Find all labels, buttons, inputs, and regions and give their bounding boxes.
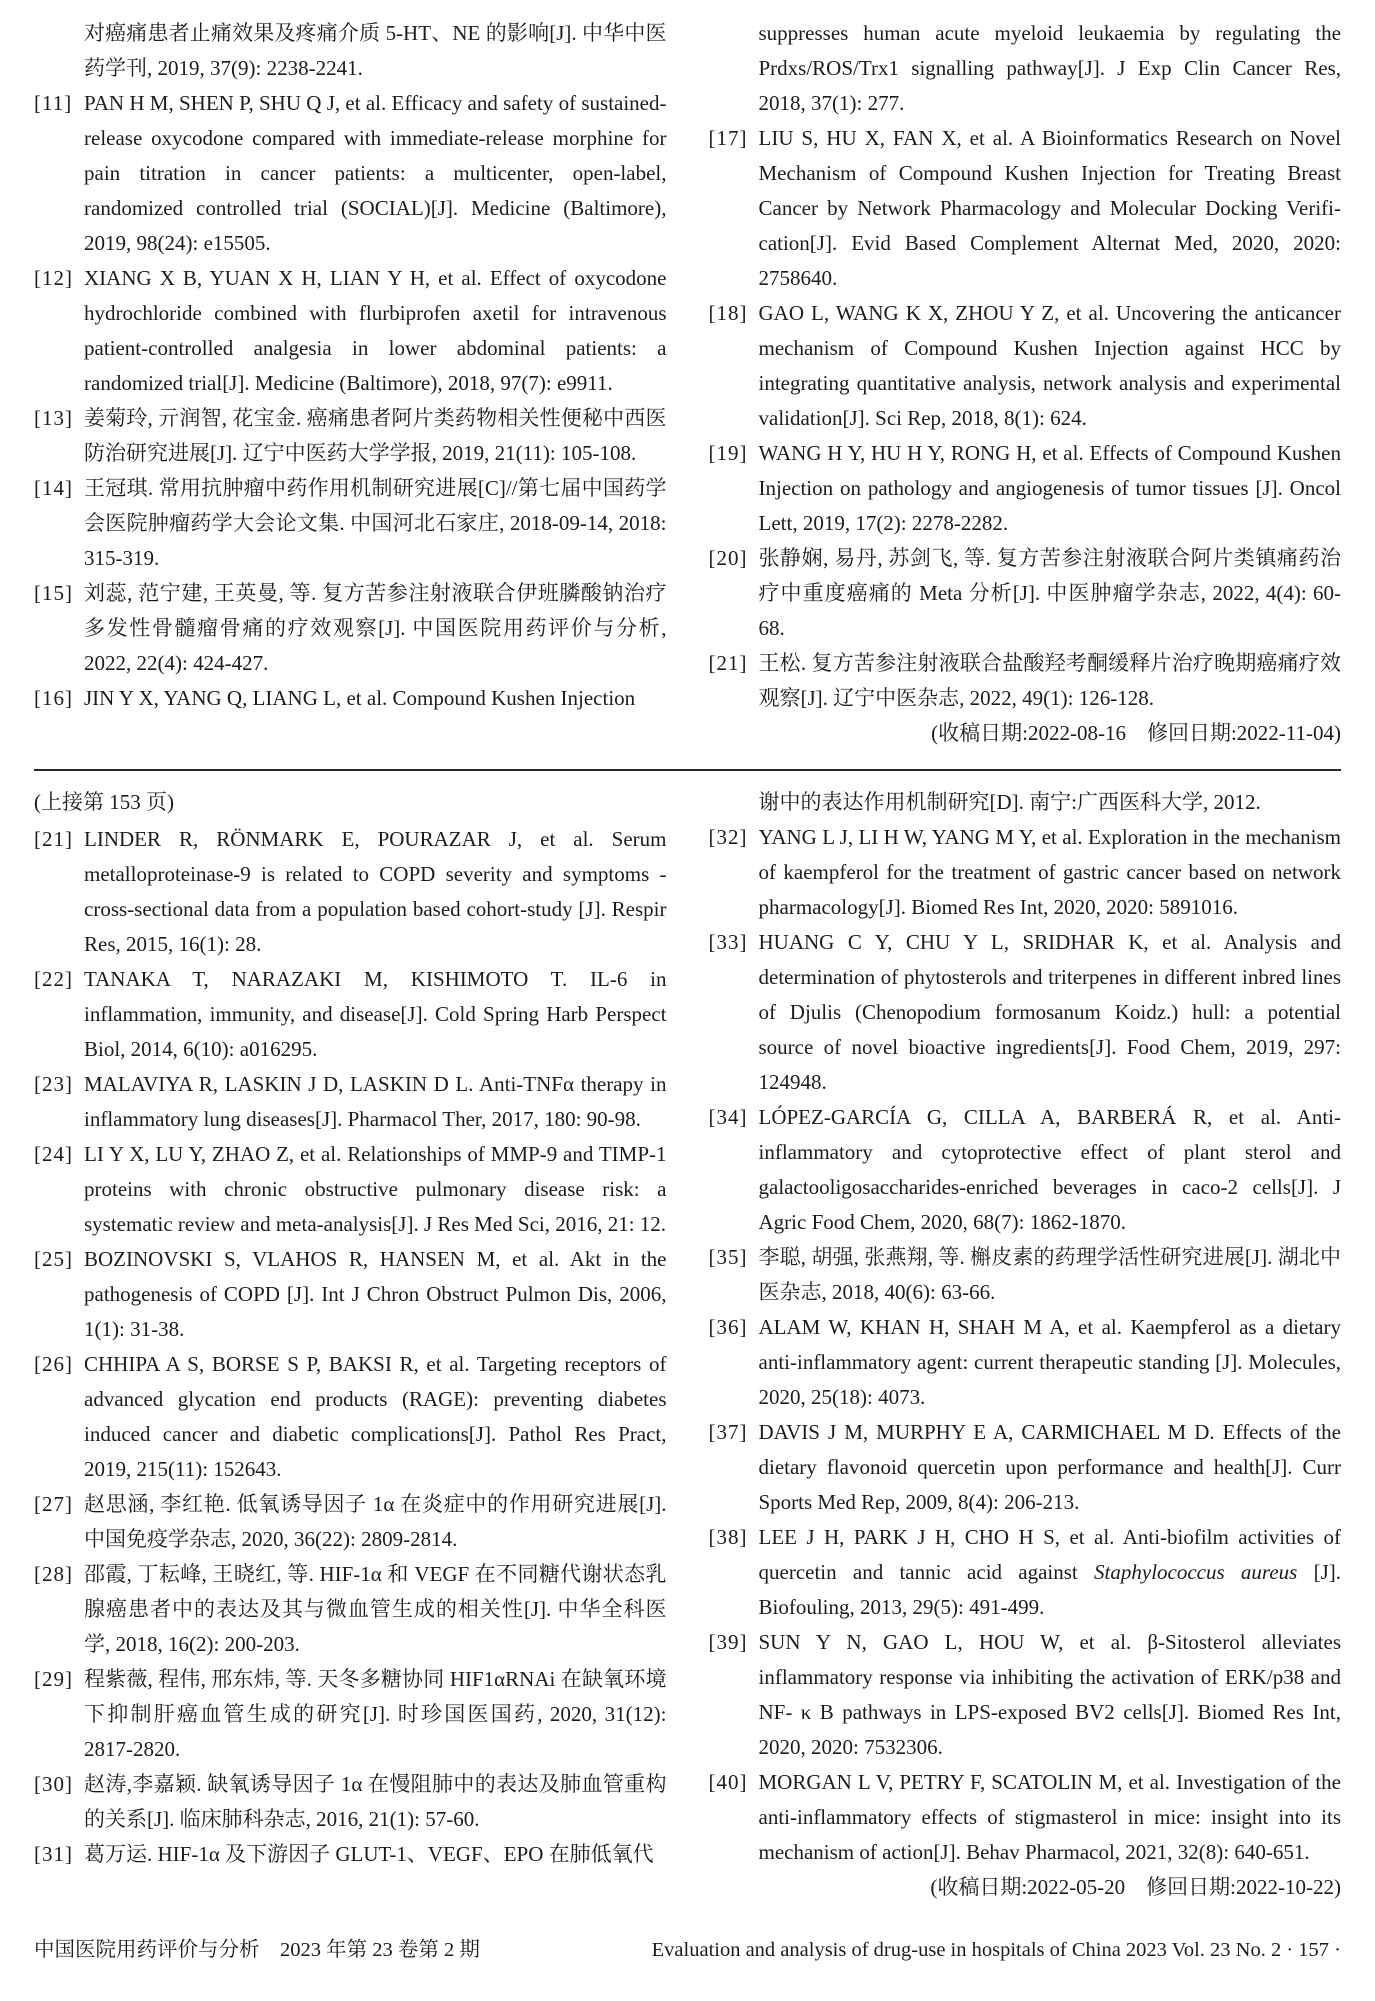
reference-text: 邵霞, 丁耘峰, 王晓红, 等. HIF-1α 和 VEGF 在不同糖代谢状态乳腺癌患者中的表达及其与微血管生成的相关性[J]. 中华全科医学, 2018, 16(2): 200-203. [84,1562,667,1656]
reference-item [709,820,1342,925]
reference-continuation [709,785,1342,820]
reference-item [34,1767,667,1837]
continuation-note: (上接第 153 页) [34,790,174,814]
reference-item [34,822,667,962]
references-section-bottom [34,785,1341,1905]
reference-text: 对癌痛患者止痛效果及疼痛介质 5-HT、NE 的影响[J]. 中华中医药学刊, 2019, 37(9): 2238-2241. [84,21,667,80]
reference-number: [26] [34,1352,73,1376]
reference-text: BOZINOVSKI S, VLAHOS R, HANSEN M, et al. Akt in the pathogenesis of COPD [J]. Int J Chron Obstruct Pulmon Dis, 2006, 1(1): 31-38. [84,1247,667,1341]
reference-text: YANG L J, LI H W, YANG M Y, et al. Exploration in the mechanism of kaempferol for the treatment of gastric cancer based on network pharmacology[J]. Biomed Res Int, 2020, 2020: 5891016. [758,825,1341,919]
reference-item [709,1765,1342,1870]
reference-item [709,1310,1342,1415]
reference-text: CHHIPA A S, BORSE S P, BAKSI R, et al. Targeting receptors of advanced glycation end products (RAGE): preventing diabetes induced cancer and diabetic complications[J]. Pathol Res Pract, 2019, 215(11): 152643. [84,1352,667,1481]
reference-number: [19] [708,441,748,465]
reference-number: [32] [708,825,748,849]
reference-text: LIU S, HU X, FAN X, et al. A Bioinformatics Research on Novel Mechanism of Compound Kushen Injection for Treating Breast Cancer by Network Pharmacology and Molecular Docking Verifi-cation[J]. Evid Based Complement Alternat Med, 2020, 2020: 2758640. [758,126,1341,290]
reference-text: suppresses human acute myeloid leukaemia by regulating the Prdxs/ROS/Trx1 signalling pathway[J]. J Exp Clin Cancer Res, 2018, 37(1): 277. [758,21,1341,115]
reference-item [34,86,667,261]
reference-item [709,925,1342,1100]
reference-text: 程紫薇, 程伟, 邢东炜, 等. 天冬多糖协同 HIF1αRNAi 在缺氧环境下抑制肝癌血管生成的研究[J]. 时珍国医国药, 2020, 31(12): 2817-2820. [84,1667,667,1761]
reference-text: ALAM W, KHAN H, SHAH M A, et al. Kaempferol as a dietary anti-inflammatory agent: current therapeutic standing [J]. Molecules, 2020, 25(18): 4073. [758,1315,1341,1409]
reference-number: [24] [34,1142,73,1166]
reference-item [34,962,667,1067]
reference-text: MALAVIYA R, LASKIN J D, LASKIN D L. Anti-TNFα therapy in inflammatory lung diseases[J]. Pharmacol Ther, 2017, 180: 90-98. [84,1072,667,1131]
reference-text: 谢中的表达作用机制研究[D]. 南宁:广西医科大学, 2012. [758,790,1261,814]
reference-text: 李聪, 胡强, 张燕翔, 等. 槲皮素的药理学活性研究进展[J]. 湖北中医杂志, 2018, 40(6): 63-66. [758,1245,1341,1304]
reference-number: [37] [708,1420,748,1444]
reference-number: [23] [34,1072,73,1096]
column-bottom-right [709,785,1342,1905]
page-footer [34,1905,1341,1965]
reference-number: [20] [708,546,748,570]
reference-item [709,1625,1342,1765]
section-divider [34,769,1341,771]
reference-number: [25] [34,1247,73,1271]
reference-item [34,1242,667,1347]
reference-text: LÓPEZ-GARCÍA G, CILLA A, BARBERÁ R, et al. Anti-inflammatory and cytoprotective effect of plant sterol and galactooligosaccharides-enriched beverages in caco-2 cells[J]. J Agric Food Chem, 2020, 68(7): 1862-1870. [758,1105,1341,1234]
reference-number: [34] [708,1105,748,1129]
journal-title-footer: 中国医院用药评价与分析 2023 年第 23 卷第 2 期 [34,1939,480,1961]
reference-number: [18] [708,301,748,325]
column-bottom-left [34,785,667,1905]
reference-text: GAO L, WANG K X, ZHOU Y Z, et al. Uncovering the anticancer mechanism of Compound Kushen Injection against HCC by integrating quantitative analysis, network analysis and experimental validation[J]. Sci Rep, 2018, 8(1): 624. [758,301,1341,430]
reference-item [34,1662,667,1767]
reference-item [34,1837,667,1872]
reference-text: MORGAN L V, PETRY F, SCATOLIN M, et al. Investigation of the anti-inflammatory effects of stigmasterol in mice: insight into its mechanism of action[J]. Behav Pharmacol, 2021, 32(8): 640-651. [758,1770,1341,1864]
column-top-right [709,16,1342,751]
reference-text: JIN Y X, YANG Q, LIANG L, et al. Compound Kushen Injection [84,686,636,710]
reference-item [709,1520,1342,1625]
reference-number: [31] [34,1842,73,1866]
reference-item [34,261,667,401]
reference-list-top-right [709,16,1342,751]
reference-number: [27] [34,1492,73,1516]
reference-number: [28] [34,1562,73,1586]
reference-number: [38] [708,1525,748,1549]
reference-list-top-left [34,16,667,716]
column-top-left [34,16,667,751]
reference-text: (收稿日期:2022-08-16 修回日期:2022-11-04) [931,721,1341,745]
reference-item [34,681,667,716]
reference-text: LINDER R, RÖNMARK E, POURAZAR J, et al. Serum metalloproteinase-9 is related to COPD severity and symptoms - cross-sectional data from a population based cohort-study [J]. Respir Res, 2015, 16(1): 28. [84,827,667,956]
reference-number: [33] [708,930,748,954]
received-dates-line [709,1870,1342,1905]
reference-text: WANG H Y, HU H Y, RONG H, et al. Effects of Compound Kushen Injection on pathology and angiogenesis of tumor tissues [J]. Oncol Lett, 2019, 17(2): 2278-2282. [758,441,1341,535]
reference-text: PAN H M, SHEN P, SHU Q J, et al. Efficacy and safety of sustained-release oxycodone compared with immediate-release morphine for pain titration in cancer patients: a multicenter, open-label, randomized controlled trial (SOCIAL)[J]. Medicine (Baltimore), 2019, 98(24): e15505. [84,91,667,255]
reference-number: [39] [708,1630,748,1654]
reference-number: [40] [708,1770,748,1794]
journal-footer-english: Evaluation and analysis of drug-use in hospitals of China 2023 Vol. 23 No. 2 · 157 · [651,1939,1341,1961]
reference-text: 刘蕊, 范宁建, 王英曼, 等. 复方苦参注射液联合伊班膦酸钠治疗多发性骨髓瘤骨痛的疗效观察[J]. 中国医院用药评价与分析, 2022, 22(4): 424-427. [84,581,667,675]
reference-item [709,436,1342,541]
reference-number: [22] [34,967,73,991]
reference-number: [21] [708,651,748,675]
references-section-top [34,16,1341,751]
reference-text: HUANG C Y, CHU Y L, SRIDHAR K, et al. Analysis and determination of phytosterols and triterpenes in different inbred lines of Djulis (Chenopodium formosanum Koidz.) hull: a potential source of novel bioactive ingredients[J]. Food Chem, 2019, 297: 124948. [758,930,1341,1094]
reference-item [709,541,1342,646]
reference-list-bottom-right [709,785,1342,1905]
reference-list-bottom-left [34,822,667,1872]
reference-item [709,296,1342,436]
reference-item [34,471,667,576]
reference-text: XIANG X B, YUAN X H, LIAN Y H, et al. Effect of oxycodone hydrochloride combined with flurbiprofen axetil for intravenous patient-controlled analgesia in lower abdominal patients: a randomized trial[J]. Medicine (Baltimore), 2018, 97(7): e9911. [84,266,667,395]
reference-continuation [34,16,667,86]
reference-item [34,1067,667,1137]
reference-item [34,576,667,681]
reference-text: 姜菊玲, 亓润智, 花宝金. 癌痛患者阿片类药物相关性便秘中西医防治研究进展[J]. 辽宁中医药大学学报, 2019, 21(11): 105-108. [84,406,667,465]
reference-text: LI Y X, LU Y, ZHAO Z, et al. Relationships of MMP-9 and TIMP-1 proteins with chronic obstructive pulmonary disease risk: a systematic review and meta-analysis[J]. J Res Med Sci, 2016, 21: 12. [84,1142,667,1236]
reference-text: 张静娴, 易丹, 苏剑飞, 等. 复方苦参注射液联合阿片类镇痛药治疗中重度癌痛的 Meta 分析[J]. 中医肿瘤学杂志, 2022, 4(4): 60-68. [758,546,1341,640]
reference-number: [21] [34,827,73,851]
reference-item [34,1487,667,1557]
reference-number: [14] [34,476,73,500]
reference-item [709,1100,1342,1240]
reference-text: DAVIS J M, MURPHY E A, CARMICHAEL M D. Effects of the dietary flavonoid quercetin upon performance and health[J]. Curr Sports Med Rep, 2009, 8(4): 206-213. [758,1420,1341,1514]
reference-number: [35] [708,1245,748,1269]
reference-item [34,401,667,471]
reference-number: [13] [34,406,73,430]
reference-item [34,1557,667,1662]
reference-text: 赵思涵, 李红艳. 低氧诱导因子 1α 在炎症中的作用研究进展[J]. 中国免疫学杂志, 2020, 36(22): 2809-2814. [84,1492,667,1551]
reference-item [709,121,1342,296]
reference-number: [30] [34,1772,73,1796]
reference-text: 葛万运. HIF-1α 及下游因子 GLUT-1、VEGF、EPO 在肺低氧代 [84,1842,654,1866]
reference-text: 赵涛,李嘉颖. 缺氧诱导因子 1α 在慢阻肺中的表达及肺血管重构的关系[J]. 临床肺科杂志, 2016, 21(1): 57-60. [84,1772,667,1831]
reference-number: [36] [708,1315,748,1339]
reference-item [34,1137,667,1242]
reference-item [34,1347,667,1487]
reference-item [709,646,1342,716]
reference-number: [11] [34,91,73,115]
reference-text: LEE J H, PARK J H, CHO H S, et al. Anti-biofilm activities of quercetin and tannic acid against Staphylococcus aureus [J]. Biofouling, 2013, 29(5): 491-499. [758,1525,1342,1619]
reference-number: [16] [34,686,73,710]
reference-continuation [709,16,1342,121]
reference-number: [17] [708,126,748,150]
reference-text: 王松. 复方苦参注射液联合盐酸羟考酮缓释片治疗晚期癌痛疗效观察[J]. 辽宁中医杂志, 2022, 49(1): 126-128. [758,651,1341,710]
reference-number: [29] [34,1667,73,1691]
reference-item [709,1240,1342,1310]
reference-text: TANAKA T, NARAZAKI M, KISHIMOTO T. IL-6 in inflammation, immunity, and disease[J]. Cold Spring Harb Perspect Biol, 2014, 6(10): a016295. [84,967,667,1061]
reference-text: SUN Y N, GAO L, HOU W, et al. β-Sitosterol alleviates inflammatory response via inhibiting the activation of ERK/p38 and NF- κ B pathways in LPS-exposed BV2 cells[J]. Biomed Res Int, 2020, 2020: 7532306. [758,1630,1341,1759]
reference-text: (收稿日期:2022-05-20 修回日期:2022-10-22) [930,1875,1341,1899]
reference-item [709,1415,1342,1520]
reference-number: [15] [34,581,73,605]
received-dates-line [709,716,1342,751]
reference-text: 王冠琪. 常用抗肿瘤中药作用机制研究进展[C]//第七届中国药学会医院肿瘤药学大会论文集. 中国河北石家庄, 2018-09-14, 2018: 315-319. [84,476,667,570]
reference-number: [12] [34,266,73,290]
